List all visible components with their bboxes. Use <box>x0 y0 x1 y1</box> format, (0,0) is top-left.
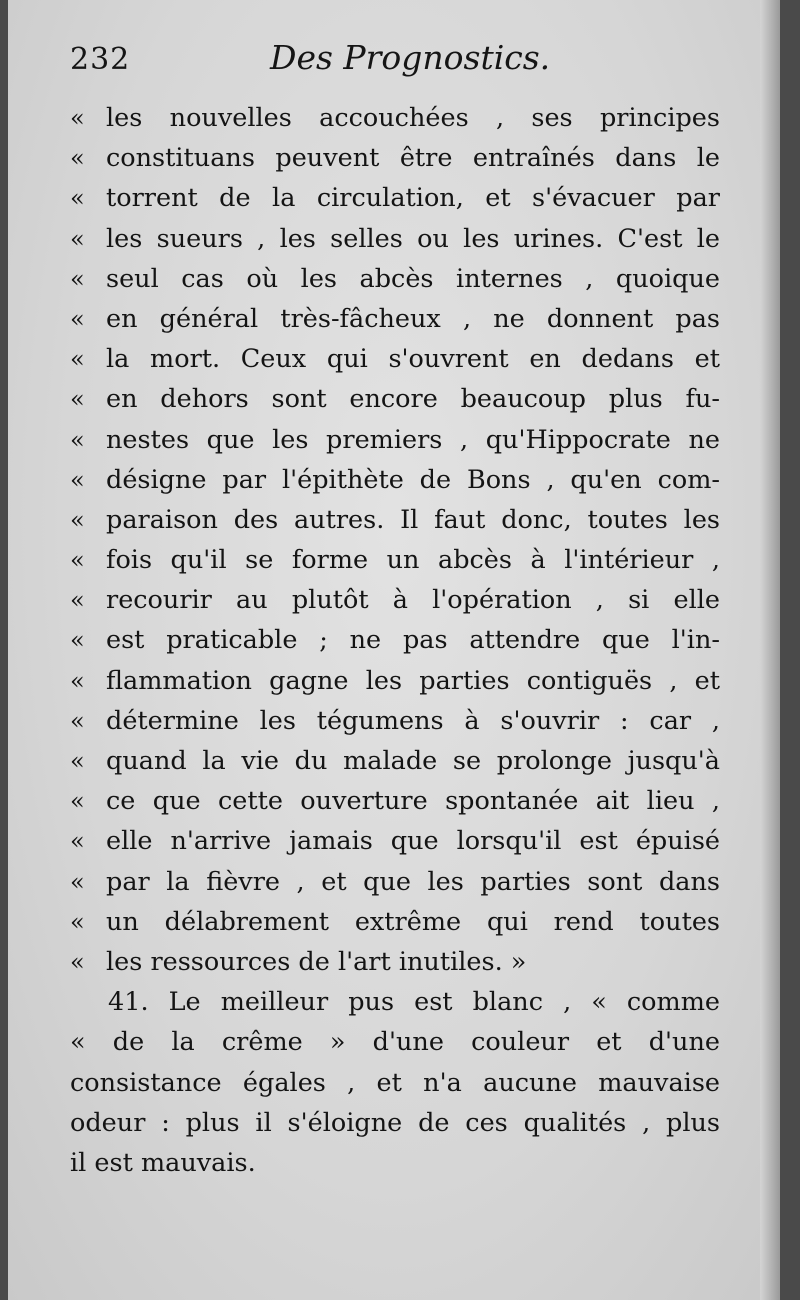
quotation-block <box>70 98 720 982</box>
text-line <box>70 821 720 861</box>
guillemet: « <box>70 465 85 494</box>
guillemet: « <box>70 666 85 695</box>
guillemet: « <box>70 224 85 253</box>
guillemet: « <box>70 947 85 976</box>
guillemet: « <box>70 184 85 213</box>
line-text: la mort. Ceux qui s'ouvrent en dedans et <box>106 344 720 375</box>
text-line <box>70 701 720 741</box>
paragraph-41 <box>70 982 720 1183</box>
line-text: recourir au plutôt à l'opération , si elle <box>106 585 720 616</box>
text-line <box>70 420 720 460</box>
text-line <box>70 1063 720 1103</box>
text-line <box>70 620 720 660</box>
line-text: consistance égales , et n'a aucune mauvaise <box>70 1067 720 1098</box>
line-text: fois qu'il se forme un abcès à l'intérieur , <box>106 545 720 576</box>
text-line <box>70 219 720 259</box>
text-line <box>70 500 720 540</box>
guillemet: « <box>70 827 85 856</box>
line-text: paraison des autres. Il faut donc, toutes les <box>106 504 720 535</box>
line-text: ce que cette ouverture spontanée ait lieu , <box>106 786 720 817</box>
text-line <box>70 98 720 138</box>
text-line <box>70 460 720 500</box>
line-text: torrent de la circulation, et s'évacuer par <box>106 183 720 214</box>
guillemet: « <box>70 304 85 333</box>
line-text: elle n'arrive jamais que lorsqu'il est épuisé <box>106 826 720 857</box>
guillemet: « <box>70 626 85 655</box>
text-line <box>70 138 720 178</box>
line-text: désigne par l'épithète de Bons , qu'en com- <box>106 464 720 495</box>
line-text: seul cas où les abcès internes , quoique <box>106 263 720 294</box>
body-text <box>70 98 720 1183</box>
page-number: 232 <box>70 42 131 77</box>
text-line <box>70 580 720 620</box>
page-edge-shadow <box>760 0 780 1300</box>
text-line <box>70 781 720 821</box>
line-text: un délabrement extrême qui rend toutes <box>106 906 720 937</box>
book-page <box>8 0 780 1300</box>
line-text: quand la vie du malade se prolonge jusqu'à <box>106 746 720 776</box>
text-line <box>70 982 720 1022</box>
line-text: les nouvelles accouchées , ses principes <box>106 103 720 133</box>
running-head: Des Prognostics. <box>270 38 551 77</box>
guillemet: « <box>70 505 85 534</box>
line-text: détermine les tégumens à s'ouvrir : car , <box>106 705 720 736</box>
text-line <box>70 178 720 218</box>
line-text: les ressources de l'art inutiles. » <box>106 946 527 977</box>
guillemet: « <box>70 345 85 374</box>
text-line <box>70 379 720 419</box>
text-line <box>70 942 720 982</box>
text-line <box>70 540 720 580</box>
text-line <box>70 1103 720 1143</box>
text-line <box>70 741 720 781</box>
line-text: 41. Le meilleur pus est blanc , « comme <box>108 987 720 1018</box>
line-text: « de la crême » d'une couleur et d'une <box>70 1027 720 1058</box>
line-text: nestes que les premiers , qu'Hippocrate ne <box>106 424 720 455</box>
line-text: les sueurs , les selles ou les urines. C'est le <box>106 223 720 254</box>
text-line <box>70 259 720 299</box>
line-text: il est mauvais. <box>70 1147 256 1178</box>
line-text: est praticable ; ne pas attendre que l'in- <box>106 625 720 656</box>
guillemet: « <box>70 144 85 173</box>
line-text: en dehors sont encore beaucoup plus fu- <box>106 384 720 415</box>
line-text: odeur : plus il s'éloigne de ces qualités , plus <box>70 1107 720 1138</box>
guillemet: « <box>70 264 85 293</box>
guillemet: « <box>70 546 85 575</box>
guillemet: « <box>70 787 85 816</box>
text-line <box>70 902 720 942</box>
guillemet: « <box>70 747 85 775</box>
guillemet: « <box>70 867 85 896</box>
line-text: par la fièvre , et que les parties sont dans <box>106 866 720 897</box>
text-line <box>70 661 720 701</box>
guillemet: « <box>70 385 85 414</box>
guillemet: « <box>70 706 85 735</box>
text-line <box>70 299 720 339</box>
text-line <box>70 1022 720 1062</box>
guillemet: « <box>70 104 85 132</box>
line-text: en général très-fâcheux , ne donnent pas <box>106 303 720 334</box>
guillemet: « <box>70 586 85 615</box>
page-header <box>70 38 750 88</box>
line-text: flammation gagne les parties contiguës , et <box>106 665 720 696</box>
guillemet: « <box>70 907 85 936</box>
text-line <box>70 1143 720 1183</box>
text-line <box>70 862 720 902</box>
guillemet: « <box>70 425 85 454</box>
text-line <box>70 339 720 379</box>
line-text: constituans peuvent être entraînés dans le <box>106 143 720 174</box>
